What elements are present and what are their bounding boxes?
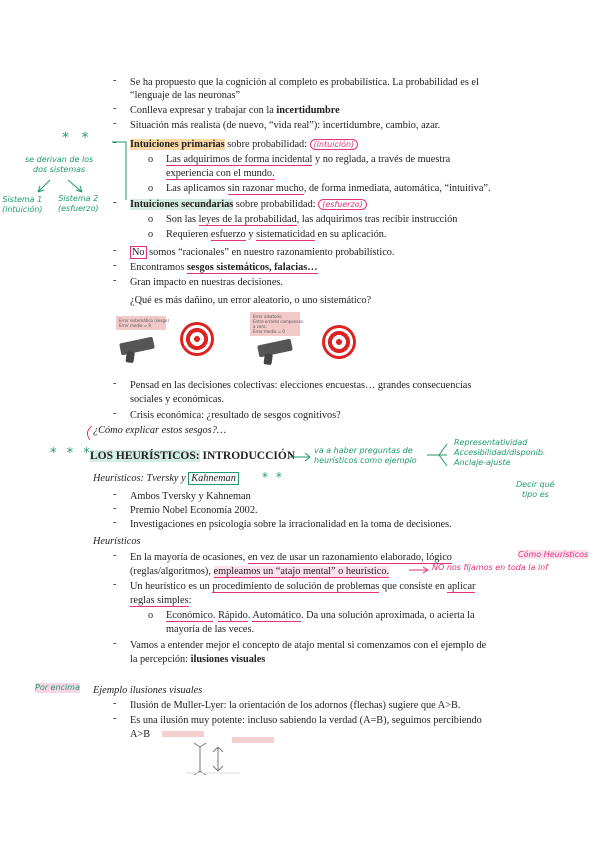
- random-error-box: Error aleatorio Entre errores compensan a cero. Error medio = 0: [250, 312, 300, 336]
- paragraph: (reglas/algoritmos), empleamos un “atajo mental” o heurístico.: [130, 566, 390, 577]
- paragraph: Ilusión de Muller-Lyer: la orientación de los adornos (flechas) sugiere que A>B.: [130, 700, 461, 711]
- brace-arrow: [425, 440, 453, 470]
- paragraph: Económico. Rápido. Automático. Da una solución aproximada, o acierta la: [166, 610, 475, 621]
- target-icon: [322, 325, 356, 359]
- paragraph: No somos “racionales” en nuestro razonamiento probabilístico.: [132, 247, 395, 258]
- paragraph: reglas simples:: [130, 595, 192, 606]
- muller-lyer-figure: [160, 725, 280, 775]
- paragraph: Vamos a entender mejor el concepto de atajo mental si comenzamos con el ejemplo de: [130, 640, 487, 651]
- paragraph: Premio Nobel Economía 2002.: [130, 505, 258, 516]
- paragraph: Intuiciones primarias sobre probabilidad: (intuición): [130, 137, 358, 152]
- system1-note: Sistema 1 (intuición): [2, 195, 43, 214]
- paragraph: experiencia con el mundo.: [166, 168, 275, 179]
- subheading: Heurísticos: Tversky y Kahneman: [93, 471, 239, 486]
- bracket-arrow: [110, 140, 130, 230]
- paragraph: Pensad en las decisiones colectivas: elecciones encuestas… grandes consecuencias: [130, 380, 472, 391]
- paragraph: Las adquirimos de forma incidental y no reglada, a través de muestra: [166, 154, 451, 165]
- circle-bullet: o: [148, 154, 154, 165]
- circle-bullet: o: [148, 229, 154, 240]
- stars-note: * *: [262, 470, 284, 484]
- bullet-dash: -: [113, 408, 117, 419]
- bullet-dash: -: [113, 378, 117, 389]
- bullet-dash: -: [113, 137, 117, 148]
- paragraph: Las aplicamos sin razonar mucho, de forma inmediata, automática, “intuitiva”.: [166, 183, 491, 194]
- decir-note: Decir qué tipo es: [516, 480, 555, 499]
- subheading: Heurísticos: [93, 536, 141, 547]
- heuristics-note: va a haber preguntas de heurísticos como ejemplo: [314, 446, 417, 465]
- systems-arrows: [20, 178, 100, 196]
- paragraph: Es una ilusión muy potente: incluso sabiendo la verdad (A=B), seguimos percibiendo: [130, 715, 482, 726]
- porencima-note: Por encima: [35, 683, 80, 692]
- figure-label-box: [162, 731, 204, 737]
- figure-label-box: [232, 737, 274, 743]
- bullet-dash: -: [113, 638, 117, 649]
- paragraph: Se ha propuesto que la cognición al completo es probabilística. La probabilidad es el: [130, 77, 479, 88]
- bullet-dash: -: [113, 489, 117, 500]
- paragraph: A>B: [130, 729, 151, 740]
- question: ¿Cómo explicar estos sesgos?…: [93, 425, 226, 436]
- paragraph: Son las leyes de la probabilidad, las adquirimos tras recibir instrucción: [166, 214, 458, 225]
- target-icon: [180, 322, 214, 356]
- pink-arrow-icon: [82, 424, 94, 442]
- paragraph: Situación más realista (de nuevo, “vida real”): incertidumbre, cambio, azar.: [130, 120, 441, 131]
- bullet-dash: -: [113, 75, 117, 86]
- stars-note: * * *: [50, 446, 93, 461]
- paragraph: Un heurístico es un procedimiento de solución de problemas que consiste en aplicar: [130, 581, 476, 592]
- nofijamos-note: NO nos fijamos en toda la inf: [432, 563, 549, 572]
- systems-note: se derivan de los dos sistemas: [25, 155, 94, 174]
- arrow-icon: [408, 566, 432, 574]
- bullet-dash: -: [113, 260, 117, 271]
- stars-note: * *: [62, 130, 93, 146]
- subheading: Ejemplo ilusiones visuales: [93, 685, 203, 696]
- paragraph: Ambos Tversky y Kahneman: [130, 491, 251, 502]
- paragraph: Intuiciones secundarias sobre probabilidad: (esfuerzo): [130, 197, 367, 212]
- circle-bullet: o: [148, 183, 154, 194]
- systematic-error-box: Error sistemático (sesgo) Error medio = 8: [116, 316, 166, 330]
- paragraph: Investigaciones en psicología sobre la irracionalidad en la toma de decisiones.: [130, 519, 452, 530]
- paragraph: sociales y económicas.: [130, 394, 225, 405]
- bullet-dash: -: [113, 103, 117, 114]
- bullet-dash: -: [113, 713, 117, 724]
- paragraph: mayoría de las veces.: [166, 624, 255, 635]
- paragraph: Crisis económica: ¿resultado de sesgos cognitivos?: [130, 410, 341, 421]
- paragraph: Gran impacto en nuestras decisiones.: [130, 277, 283, 288]
- question: ¿Qué es más dañino, un error aleatorio, o uno sistemático?: [130, 295, 372, 306]
- bullet-dash: -: [113, 245, 117, 256]
- bullet-dash: -: [113, 550, 117, 561]
- heuristics-list: Representatividad Accesibilidad/disponib. Anclaje-ajuste: [454, 438, 546, 467]
- gun-icon: [257, 339, 293, 358]
- heuristics-note-pink: Cómo Heurísticos: [518, 550, 589, 559]
- circle-bullet: o: [148, 214, 154, 225]
- paragraph: En la mayoría de ocasiones, en vez de usar un razonamiento elaborado, lógico: [130, 552, 452, 563]
- section-heading: LOS HEURÍSTICOS: INTRODUCCIÓN: [90, 450, 296, 462]
- paragraph: Requieren esfuerzo y sistematicidad en su aplicación.: [166, 229, 387, 240]
- bullet-dash: -: [113, 118, 117, 129]
- circle-bullet: o: [148, 610, 154, 621]
- paragraph: Encontramos sesgos sistemáticos, falacias…: [130, 262, 318, 273]
- bullet-dash: -: [113, 517, 117, 528]
- bullet-dash: -: [113, 579, 117, 590]
- paragraph: “lenguaje de las neuronas”: [130, 90, 241, 101]
- bullet-dash: -: [113, 698, 117, 709]
- bullet-dash: -: [113, 275, 117, 286]
- paragraph: la percepción: ilusiones visuales: [130, 654, 266, 665]
- gun-icon: [119, 337, 155, 356]
- arrow-icon: [288, 452, 314, 462]
- bullet-dash: -: [113, 503, 117, 514]
- system2-note: Sistema 2 (esfuerzo): [58, 194, 99, 213]
- bullet-dash: -: [113, 197, 117, 208]
- paragraph: Conlleva expresar y trabajar con la incertidumbre: [130, 105, 340, 116]
